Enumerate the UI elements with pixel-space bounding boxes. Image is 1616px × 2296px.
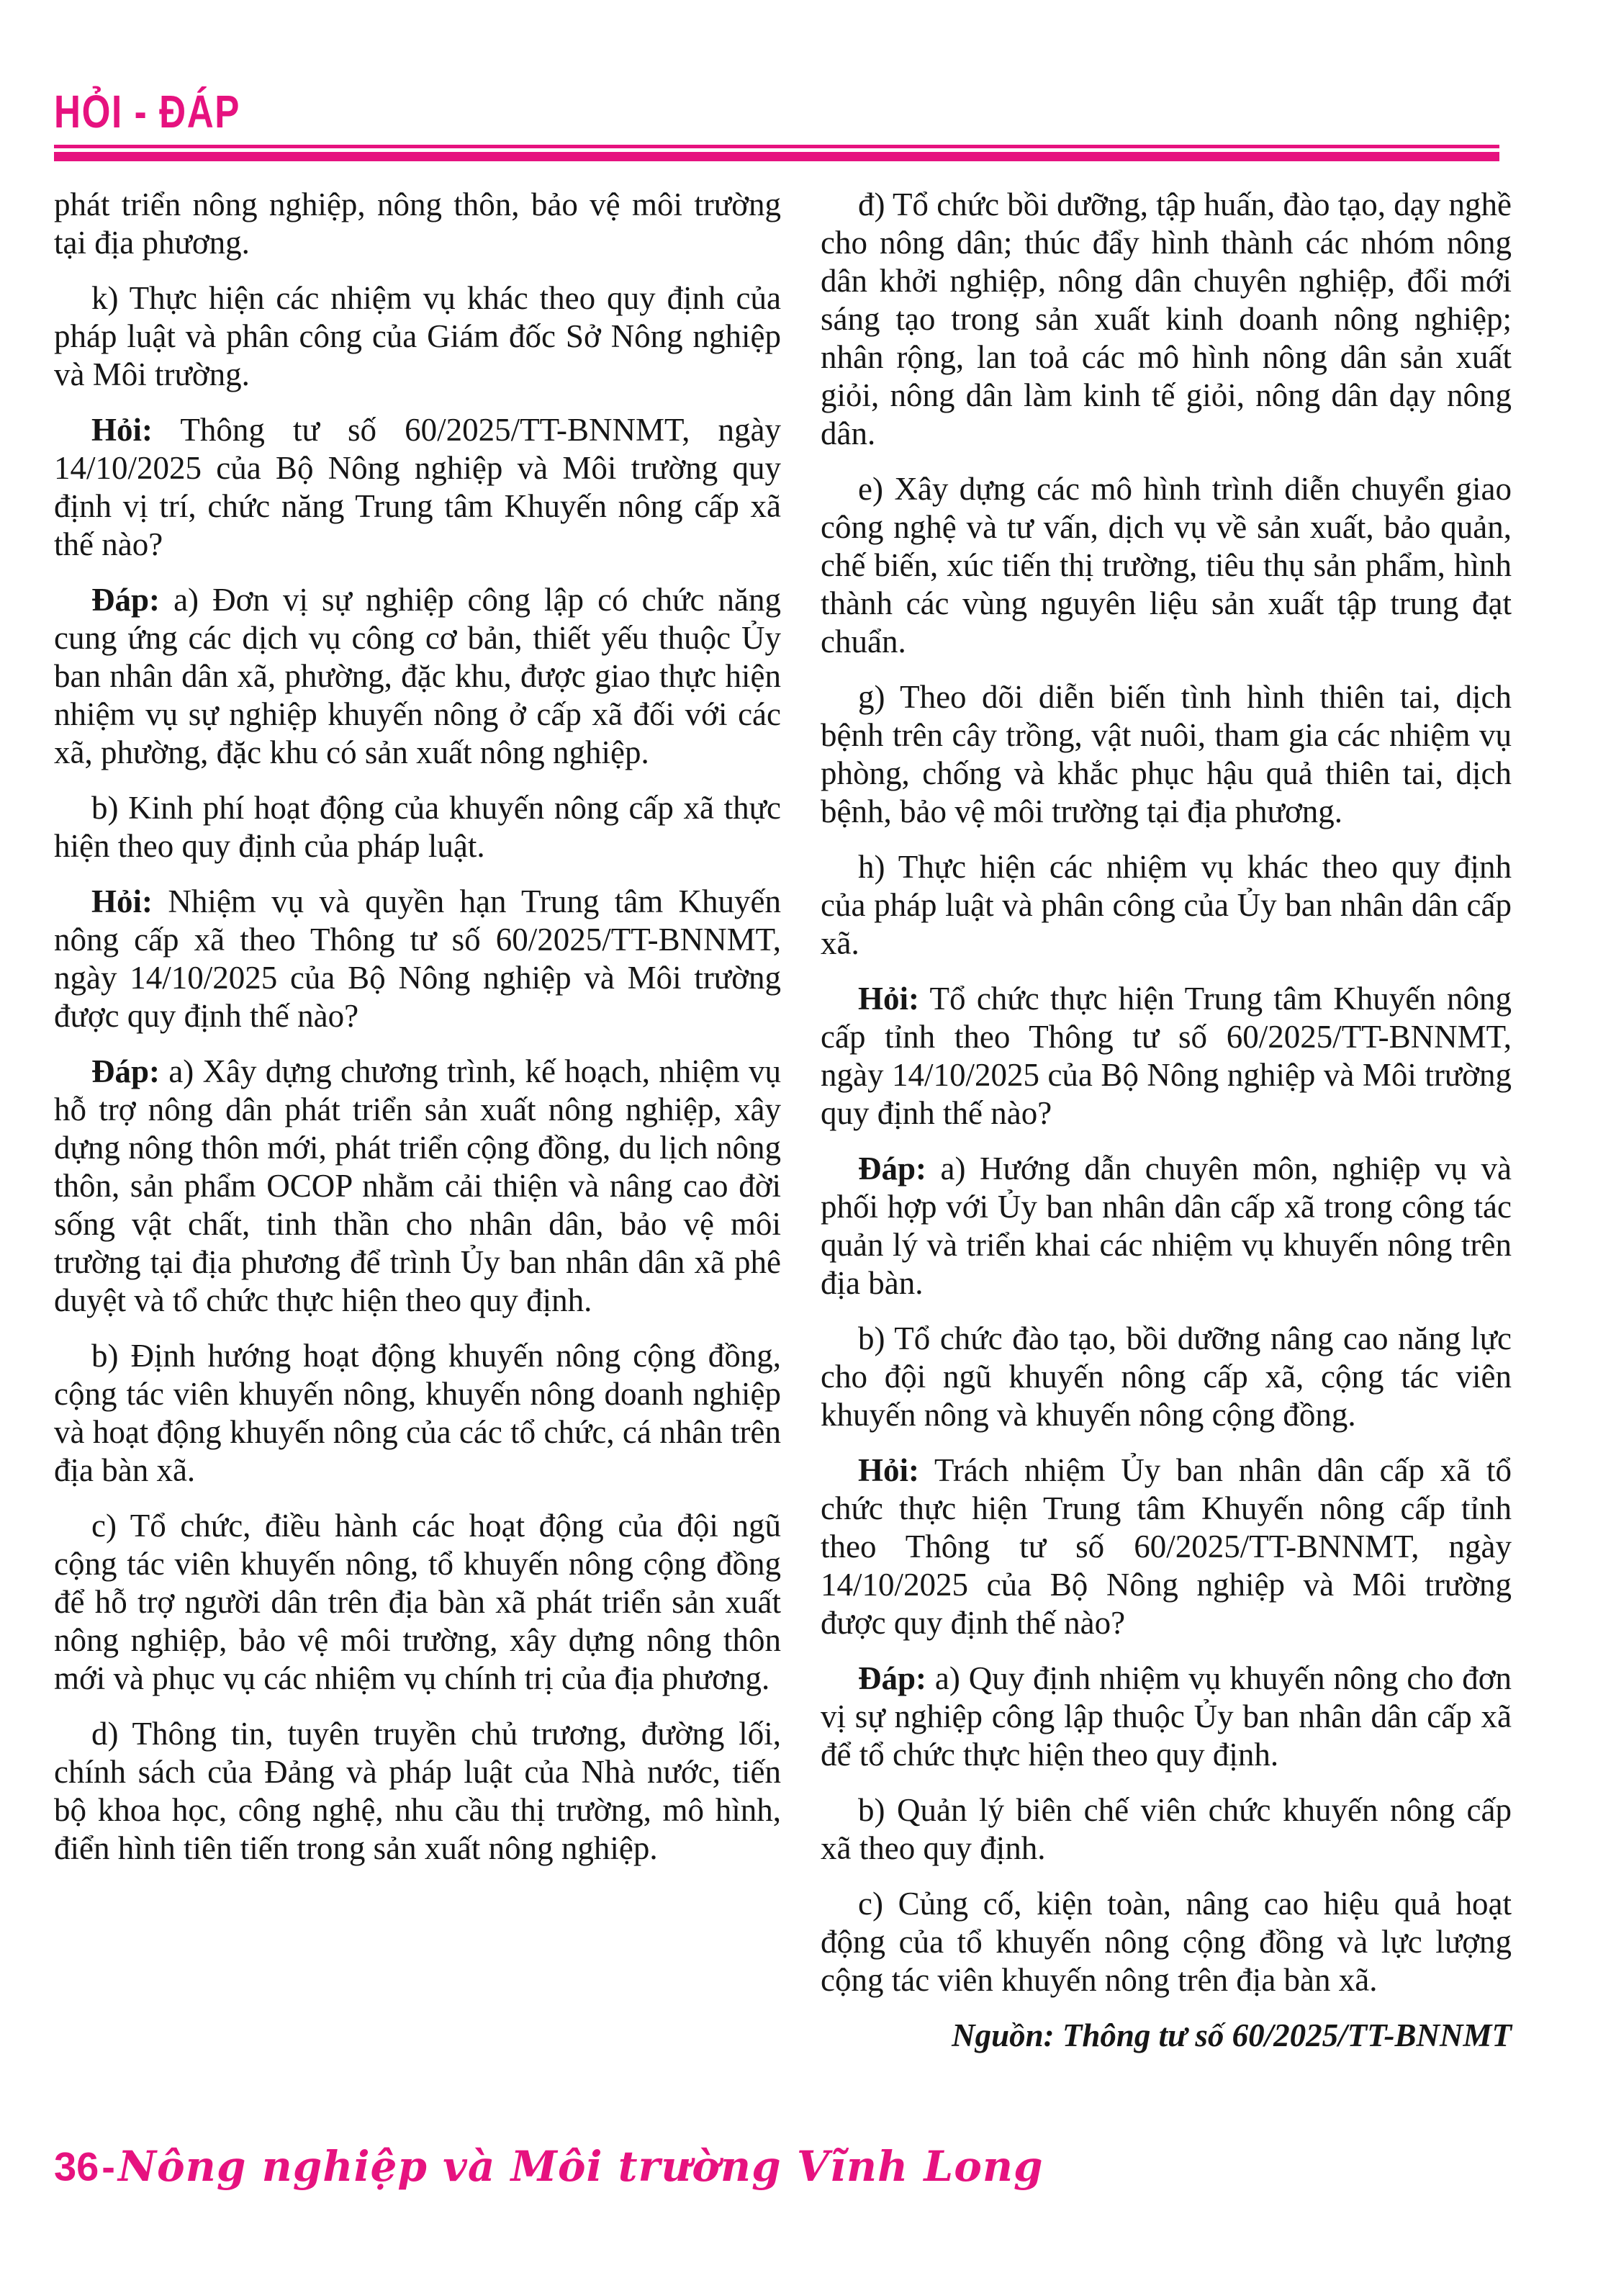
paragraph-text: b) Tổ chức đào tạo, bồi dưỡng nâng cao năng lực cho đội ngũ khuyến nông cấp xã, cộng tác viên khuyến nông và khuyến nông cộng đồng. [821, 1320, 1512, 1433]
paragraph [821, 470, 1512, 661]
paragraph [54, 186, 781, 262]
paragraph-text: đ) Tổ chức bồi dưỡng, tập huấn, đào tạo, dạy nghề cho nông dân; thúc đẩy hình thành các nhóm nông dân khởi nghiệp, nông dân chuyên nghiệp, đổi mới sáng tạo trong sản xuất kinh doanh nông nghiệp; nhân rộng, lan toả các mô hình nông dân sản xuất giỏi, nông dân làm kinh tế giỏi, nông dân dạy nông dân. [821, 186, 1512, 451]
right-column [821, 186, 1512, 2072]
paragraph-text: Nhiệm vụ và quyền hạn Trung tâm Khuyến nông cấp xã theo Thông tư số 60/2025/TT-BNNMT, ngày 14/10/2025 của Bộ Nông nghiệp và Môi trường được quy định thế nào? [54, 883, 782, 1034]
paragraph [54, 1507, 781, 1698]
paragraph-answer [821, 1150, 1512, 1302]
paragraph-text: phát triển nông nghiệp, nông thôn, bảo vệ môi trường tại địa phương. [54, 186, 781, 261]
paragraph [821, 678, 1512, 831]
paragraph-text: b) Quản lý biên chế viên chức khuyến nông cấp xã theo quy định. [821, 1792, 1512, 1866]
paragraph-text: k) Thực hiện các nhiệm vụ khác theo quy định của pháp luật và phân công của Giám đốc Sở Nông nghiệp và Môi trường. [54, 280, 781, 392]
paragraph [821, 848, 1512, 963]
paragraph-text: Thông tư số 60/2025/TT-BNNMT, ngày 14/10/2025 của Bộ Nông nghiệp và Môi trường quy định vị trí, chức năng Trung tâm Khuyến nông cấp xã thế nào? [54, 412, 781, 562]
paragraph [821, 1791, 1512, 1868]
qa-label: Hỏi: [858, 1452, 919, 1488]
paragraph-text: Tổ chức thực hiện Trung tâm Khuyến nông cấp tỉnh theo Thông tư số 60/2025/TT-BNNMT, ngày 14/10/2025 của Bộ Nông nghiệp và Môi trường quy định thế nào? [821, 981, 1512, 1131]
paragraph-text: g) Theo dõi diễn biến tình hình thiên tai, dịch bệnh trên cây trồng, vật nuôi, tham gia các nhiệm vụ phòng, chống và khắc phục hậu quả thiên tai, dịch bệnh, bảo vệ môi trường tại địa phương. [821, 679, 1512, 829]
header-rule-thick [54, 152, 1499, 161]
header-rule-thin [54, 145, 1499, 148]
paragraph-question [54, 411, 781, 564]
section-header [54, 85, 287, 138]
paragraph-text: b) Định hướng hoạt động khuyến nông cộng đồng, cộng tác viên khuyến nông, khuyến nông doanh nghiệp và hoạt động khuyến nông của các tổ chức, cá nhân trên địa bàn xã. [54, 1338, 781, 1488]
paragraph [54, 1715, 781, 1868]
paragraph-text: d) Thông tin, tuyên truyền chủ trương, đường lối, chính sách của Đảng và pháp luật của Nhà nước, tiến bộ khoa học, công nghệ, nhu cầu thị trường, mô hình, điển hình tiên tiến trong sản xuất nông nghiệp. [54, 1716, 781, 1866]
paragraph-text: c) Củng cố, kiện toàn, nâng cao hiệu quả hoạt động của tổ khuyến nông cộng đồng và lực lượng cộng tác viên khuyến nông trên địa bàn xã. [821, 1886, 1512, 1998]
paragraph [54, 1337, 781, 1490]
paragraph-question [821, 1451, 1512, 1642]
page-number: 36 [54, 2143, 99, 2189]
paragraph-text: h) Thực hiện các nhiệm vụ khác theo quy định của pháp luật và phân công của Ủy ban nhân dân cấp xã. [821, 849, 1512, 961]
qa-label: Đáp: [91, 1053, 161, 1089]
paragraph-question [821, 980, 1512, 1133]
qa-label: Đáp: [858, 1660, 927, 1696]
paragraph [821, 1885, 1512, 1999]
page-footer [54, 2142, 1044, 2191]
footer-separator: - [101, 2143, 115, 2189]
publication-title: Nông nghiệp và Môi trường Vĩnh Long [117, 2142, 1044, 2191]
qa-label: Hỏi: [858, 981, 919, 1017]
left-column [54, 186, 781, 2072]
qa-label: Đáp: [858, 1151, 927, 1187]
paragraph [54, 279, 781, 394]
section-title: HỎI - ĐÁP [54, 86, 241, 138]
paragraph-text: b) Kinh phí hoạt động của khuyến nông cấp xã thực hiện theo quy định của pháp luật. [54, 790, 781, 864]
source-text: Thông tư số 60/2025/TT-BNNMT [1062, 2017, 1512, 2053]
paragraph-text: Trách nhiệm Ủy ban nhân dân cấp xã tổ chức thực hiện Trung tâm Khuyến nông cấp tỉnh theo Thông tư số 60/2025/TT-BNNMT, ngày 14/10/2025 của Bộ Nông nghiệp và Môi trường được quy định thế nào? [821, 1452, 1512, 1641]
paragraph-answer [54, 1053, 781, 1320]
source-label: Nguồn: [952, 2017, 1055, 2053]
paragraph-text: e) Xây dựng các mô hình trình diễn chuyển giao công nghệ và tư vấn, dịch vụ về sản xuất, bảo quản, chế biến, xúc tiến thị trường, tiêu thụ sản phẩm, hình thành các vùng nguyên liệu sản xuất tập trung đạt chuẩn. [821, 471, 1512, 659]
paragraph-question [54, 883, 781, 1035]
paragraph-text: a) Đơn vị sự nghiệp công lập có chức năng cung ứng các dịch vụ công cơ bản, thiết yếu thuộc Ủy ban nhân dân xã, phường, đặc khu, được giao thực hiện nhiệm vụ sự nghiệp khuyến nông ở cấp xã đối với các xã, phường, đặc khu có sản xuất nông nghiệp. [54, 582, 781, 770]
paragraph-answer [821, 1660, 1512, 1774]
qa-label: Hỏi: [91, 883, 153, 919]
qa-label: Đáp: [91, 582, 161, 618]
source-line [821, 2017, 1512, 2055]
paragraph-text: c) Tổ chức, điều hành các hoạt động của đội ngũ cộng tác viên khuyến nông, tổ khuyến nông cộng đồng để hỗ trợ người dân trên địa bàn xã phát triển sản xuất nông nghiệp, bảo vệ môi trường, xây dựng nông thôn mới và phục vụ các nhiệm vụ chính trị của địa phương. [54, 1508, 781, 1696]
paragraph-text: a) Quy định nhiệm vụ khuyến nông cho đơn vị sự nghiệp công lập thuộc Ủy ban nhân dân cấp xã để tổ chức thực hiện theo quy định. [821, 1660, 1512, 1773]
paragraph [821, 1320, 1512, 1434]
paragraph [54, 789, 781, 865]
paragraph-text: a) Xây dựng chương trình, kế hoạch, nhiệm vụ hỗ trợ nông dân phát triển sản xuất nông nghiệp, xây dựng nông thôn mới, phát triển cộng đồng, du lịch nông thôn, sản phẩm OCOP nhằm cải thiện và nâng cao đời sống vật chất, tinh thần cho nhân dân, bảo vệ môi trường tại địa phương để trình Ủy ban nhân dân xã phê duyệt và tổ chức thực hiện theo quy định. [54, 1053, 781, 1318]
paragraph-answer [54, 581, 781, 772]
paragraph-text: a) Hướng dẫn chuyên môn, nghiệp vụ và phối hợp với Ủy ban nhân dân cấp xã trong công tác quản lý và triển khai các nhiệm vụ khuyến nông trên địa bàn. [821, 1151, 1512, 1301]
qa-label: Hỏi: [91, 412, 153, 448]
article-body [54, 186, 1512, 2072]
paragraph [821, 186, 1512, 453]
